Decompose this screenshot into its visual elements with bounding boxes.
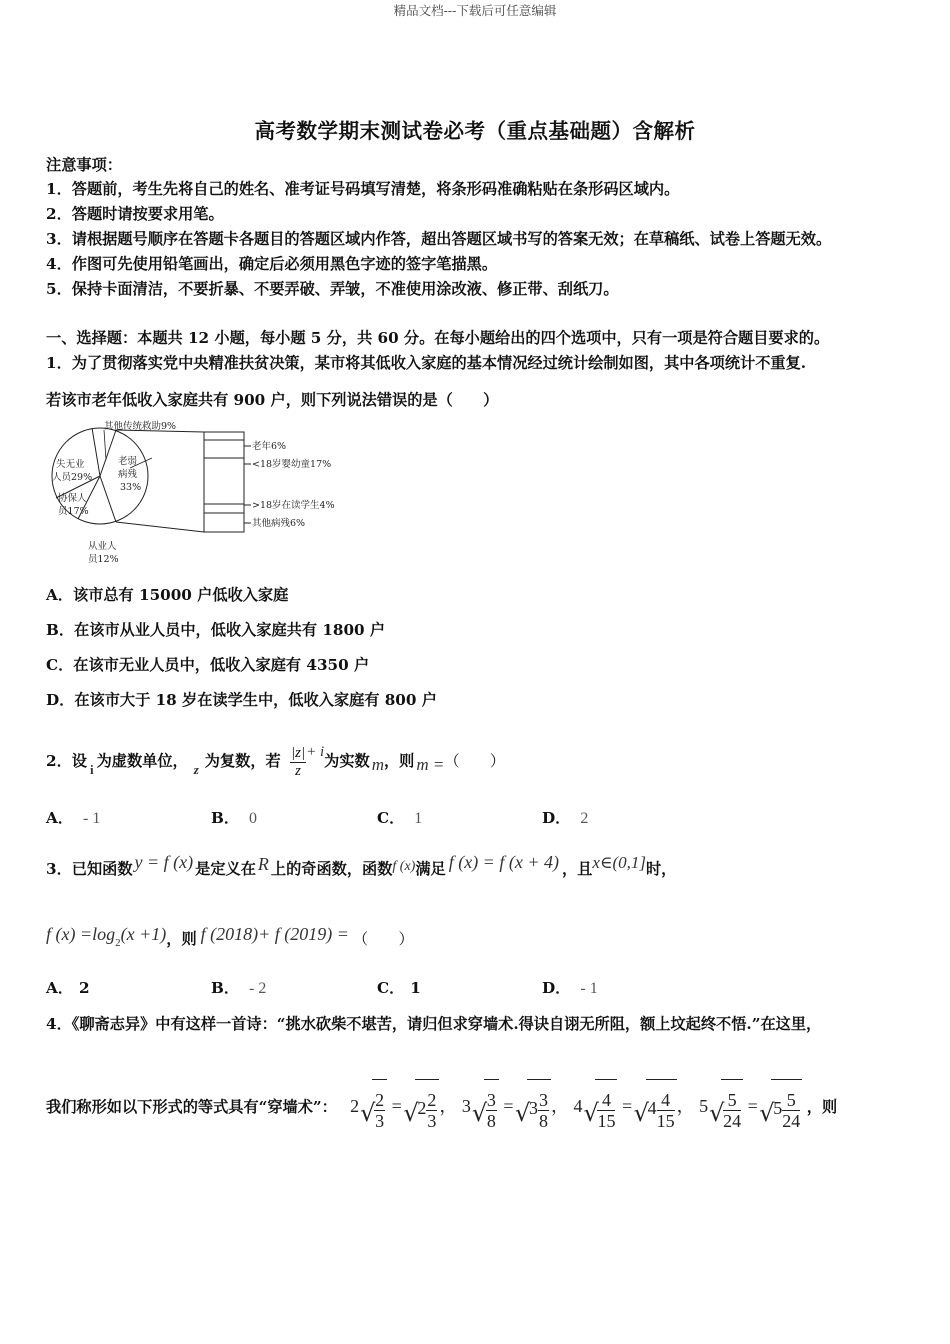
notice-heading: 注意事项： (46, 156, 122, 174)
notice-item-3: 3．请根据题号顺序在答题卡各题目的答题区域内作答，超出答题区域书写的答案无效；在草稿纸、试卷上答题无效。 (46, 230, 832, 248)
page-header: 精品文档---下载后可任意编辑 (393, 3, 557, 18)
q2-option-b[interactable]: B． 0 (211, 809, 258, 827)
label-old-1: 老弱 (118, 456, 138, 467)
q1-option-a[interactable]: A．该市总有 15000 户低收入家庭 (46, 586, 289, 604)
label-employed-1: 从业人 (88, 541, 117, 552)
notice-item-5: 5．保持卡面清洁，不要折暴、不要弄破、弄皱，不准使用涂改液、修正带、刮纸刀。 (46, 280, 619, 298)
label-unemployed-1: 失无业 (56, 459, 85, 470)
q1-pie-figure (44, 418, 344, 566)
label-unemployed-2: 人员29% (52, 472, 93, 483)
notice-item-2: 2．答题时请按要求用笔。 (46, 205, 224, 223)
connector-line (116, 522, 204, 532)
pie-divider (100, 476, 116, 522)
q4-formulas: 2 √ $\frac{2}{3}$ = √ 2 $\frac{2}{3}$ ， 3 √ $\frac{3}{8}$ = √ 3 $\frac{3}{8}$ ， 4 √ $\frac{4}{15}$ = √ 4 $\frac{4}{15}$ ， 5 √ $\frac{5}{24}$ = √ 5 $\frac{5}{24}$ (350, 1096, 807, 1116)
label-assist-2: 员17% (58, 506, 89, 517)
page-title: 高考数学期末测试卷必考（重点基础题）含解析 (254, 119, 696, 143)
q1-option-b[interactable]: B．在该市从业人员中，低收入家庭共有 1800 户 (46, 621, 386, 639)
label-infants: <18岁婴幼童17% (252, 459, 332, 470)
q2-option-a[interactable]: A． - 1 (46, 809, 101, 827)
pie-divider (100, 430, 116, 476)
q3-option-c[interactable]: C． 1 (377, 979, 421, 997)
label-other-aid: 其他传统救助9% (104, 421, 177, 432)
q4-stem-line2: 我们称形如以下形式的等式具有“穿墙术”： 2 √ $\frac{2}{3}$ = √ 2 $\frac{2}{3}$ ， 3 √ $\frac{3}{8}$ = √ 3 $\frac{3}{8}$ ， 4 √ $\frac{4}{15}$ = √ 4 $\frac{4}{15}$ ， 5 √ $\frac{5}{24}$ = √ 5 $\frac{5}{24}$ ，则 (46, 1078, 837, 1136)
label-old-3: 33% (120, 482, 142, 493)
notice-item-1: 1．答题前，考生先将自己的姓名、准考证号码填写清楚，将条形码准确粘贴在条形码区域内。 (46, 180, 680, 198)
label-employed-2: 员12% (88, 554, 119, 565)
q1-stem-line1: 1．为了贯彻落实党中央精准扶贫决策，某市将其低收入家庭的基本情况经过统计绘制如图，其中各项统计不重复. (46, 354, 807, 372)
notice-item-4: 4．作图可先使用铅笔画出，确定后必须用黑色字迹的签字笔描黑。 (46, 255, 498, 273)
q3-stem-line2: f (x) =log2(x +1)，则 f (2018)+ f (2019) = （ ） (46, 924, 414, 949)
label-old-2: 病残 (118, 469, 138, 480)
q2-fraction: $\frac{|z|}{z}$ (291, 744, 306, 779)
label-elderly: 老年6% (252, 441, 287, 452)
q1-option-d[interactable]: D．在该市大于 18 岁在读学生中，低收入家庭有 800 户 (46, 691, 437, 709)
q3-option-a[interactable]: A． 2 (46, 979, 90, 997)
label-assist-1: 协保人 (58, 493, 87, 504)
q2-option-c[interactable]: C． 1 (377, 809, 423, 827)
q1-stem-line2: 若该市老年低收入家庭共有 900 户，则下列说法错误的是（ ） (46, 391, 499, 409)
q3-option-d[interactable]: D． - 1 (542, 979, 598, 997)
label-students: >18岁在读学生4% (252, 500, 335, 511)
section-heading: 一、选择题：本题共 12 小题，每小题 5 分，共 60 分。在每小题给出的四个选项中，只有一项是符合题目要求的。 (46, 329, 830, 347)
q2-stem: 2．设 i 为虚数单位， z 为复数，若 $\frac{|z|}{z}$ + i为实数 m，则 m =（ ） (46, 744, 506, 779)
q1-option-c[interactable]: C．在该市无业人员中，低收入家庭有 4350 户 (46, 656, 370, 674)
label-other-ill: 其他病残6% (252, 518, 306, 529)
q4-stem-line1: 4．《聊斋志异》中有这样一首诗：“挑水砍柴不堪苦，请归但求穿墙术.得诀自诩无所阻，额上坟起终不悟.”在这里， (46, 1015, 822, 1033)
q2-option-d[interactable]: D． 2 (542, 809, 589, 827)
pie-divider (92, 428, 100, 476)
breakdown-bar (204, 432, 244, 532)
q3-option-b[interactable]: B． - 2 (211, 979, 267, 997)
q3-stem-line1: 3．已知函数 y = f (x) 是定义在 R 上的奇函数，函数f (x)满足 f (x) = f (x + 4) ，且x∈(0,1]时， (46, 852, 677, 878)
